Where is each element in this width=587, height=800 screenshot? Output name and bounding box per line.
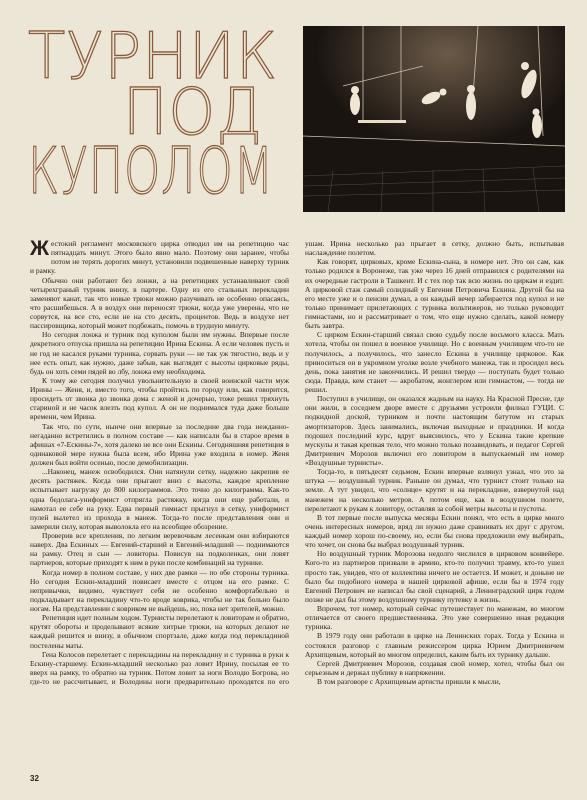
- paragraph: Гена Колосов перелетает с перекладины на перекладину и с турника в руки к Ескину-старшему. Ескин-младший несколько раз ловит Ирину, посылая ее то вверх на рамку, то обратно на турник. Потом ловит за ноги Володю Богрова, но где-то не рассчитывает, и Володины ноги предварительно проходятся по его ушам. Ирина несколько раз прыгает в сетку, должно быть, испытывая наслаждение полетом.: [30, 239, 564, 686]
- paragraph-text: естокий регламент московского цирка отводил им на репетицию час пятнадцать минут. Этого было явно мало. Поэтому они заранее, чтобы потом не терять дорогих минут, установили подвешенные наверху турник и рамку.: [30, 239, 289, 276]
- paragraph: ...Наконец, манеж освободился. Они натянули сетку, надежно закрепив ее десять растяжек. Когда они прыгают вниз с высоты, каждое крепление испытывает нагрузку до 800 килограммов. Это точно до килограмма. Как-то одна бедолага-униформист отпрягла растяжку, когда они еще работали, и намотал ее себе на руку. Едва первый гимнаст прыгнул в сетку, униформист пулей вылетел из прохода в манеж. Тогда-то после представления они и замерили силу, которая выволокла его на всеобщее обозрение.: [30, 467, 289, 531]
- paragraph: Поступил в училище, он оказался жадным на науку. На Красной Пресне, где они жили, в соседнем дворе вместе с друзьями устроили филиал ГУЦИ. С подкидной доской, турником и почти настоящим батутом из старых амортизаторов. Здесь занимались, включая выходные и праздники. И когда подошел последний курс, вдруг выяснилось, что у Ескина такие крепкие мускулы и такая крепкая тело, что можно только позавидовать, и педагог Сергей Дмитриевич Морозов включил его ловитором в выпускаемый им номер «Воздушные турнисты».: [305, 394, 564, 467]
- paragraph: В том разговоре с Архипцевым артисты пришли к мысли,: [317, 677, 501, 686]
- title-line-1: ТУРНИК: [28, 20, 278, 94]
- paragraph: К тому же сегодня получил увольнительную в своей воинской части муж Ирины — Женя, и, вместо того, чтобы пройтись по городу или, как говорится, просидеть от звонка до звонка дома с женой и дочерью, тоже решил тряхнуть стариной и не часок влезть под купол. А он не поднимался туда даже больше времени, чем Ирина.: [30, 375, 289, 422]
- page-number: 32: [30, 774, 39, 783]
- paragraph: Сергей Дмитриевич Морозов, создавая свой номер, хотел, чтобы был он серьезным и держал публику в напряжении.: [305, 658, 564, 677]
- paragraph: Но воздушный турник Морозова недолго числился в цирковом конвейере. Кого-то из партнеров призвали в армию, кто-то получил травму, кто-то ушел просто так, увидев, что от коллектива ничего не остается. И может, и доныне не было бы подобного номера в нашей цирковой афише, если бы в 1974 году Евгений Петрович не написал бы свой сценарий, а Ленинградский цирк годом позже не дал бы этому воздушному турнику путевку в жизнь.: [305, 549, 564, 604]
- drop-cap: Ж: [30, 237, 49, 260]
- paragraph: С цирком Ескин-старший связал свою судьбу после восьмого класса. Мать хотела, чтобы он пошел в военное училище. Но с военным училищем что-то не получилось, а получилось, что занесло Ескина в училище цирковое. Как приноситься он в укромном уголке возле учебного манежа, так и просидел весь день, пока занятия не закончились. И решил твердо — поступать будет только сюда. Правда, кем станет — акробатом, жонглером или гимнастом, — тогда не решил.: [305, 330, 564, 394]
- paragraph: Обычно они работают без лонжи, а на репетициях устанавливают свой четырехграный турник внизу, в партере. Одну из его стальных перекладин заменяют канат, так что новые трюки можно разучивать не особенно опасаясь, что расшибешься. А в воздух они переносят трюки, когда уже уверены, что не сорвутся, на все сто, если не на сто десять, процентов. Ведь в воздухе нет пассировщика, который может подбежать, помочь в трудную минуту.: [30, 275, 289, 331]
- paragraph: Так что, по сути, нынче они впервые за последние два года нежданно-негаданно встретились в полном составе — как написали бы в старое время в афишах «7-Ескины-7», хотя далеко не все они Ескины. Сегодняшняя репетиция в одинаковой мере нужна была всем, ибо Ирина уже входила в номер. Женя должен был войти осенью, после демобилизации.: [30, 421, 289, 467]
- paragraph: Но сегодня лонжа и турник под куполом были им нужны. Впервые после декретного отпуска пришла на репетицию Ирина Ескина. А если человек пусть и не год не касался руками турника, сорвать руки — не так уж тягостно, ведь и у нее есть опыт, как нужно, даже забыв, как выглядят с высоты цирковые ряды, будь он хоть семи пядей во лбу, лонжа ему необходима.: [30, 330, 289, 376]
- article-title: [28, 20, 283, 209]
- paragraph: Как говорят, цирковых, кроме Ескина-сына, в номере нет. Это он сам, как только родился в Воронеже, так уже через 16 дней отправился с родителями на их очередные гастроли в Ташкент. И с тех пор так всю жизнь по циркам и ездит. А цирковой стаж самый солидный у Евгения Петровича Ескина. Другой бы на его месте уже и о пенсии думал, а он каждый вечер забирается под купол и не только принимает прилетающих с турника вольтижеров, но только руководит гимнастами, но и рассматривает о том, что еще нужно сделать, какой номеру быть завтра.: [305, 257, 564, 331]
- paragraph: Тогда-то, в пятьдесят седьмом, Ескин впервые взлянул узнал, что это за штука — воздушный турник. Раньше он думал, что турнист стоит только на земле. А тут увидел, что «солнце» крутят и на перекладине, взвернутой над манежем на несколько метров. А потом еще, как в воздушном полете, перелетают к рукам к ловитору, оставляя за собой метры высоты и пустоты.: [305, 467, 564, 513]
- paragraph: [30, 239, 289, 276]
- article-body: [30, 239, 564, 774]
- title-line-2: ПОД: [123, 76, 263, 150]
- paragraph: Репетиция идет полным ходом. Турнисты перелетают к ловиторам и обратно, крутят обороты и проделывают всякие хитрые трюки, на которых делают не каждый решится и внизу, в обычном спортзале, даже когда под перекладиной постелены маты.: [30, 613, 289, 650]
- paragraph: В 1979 году они работали в цирке на Ленинских горах. Тогда у Ескина и состоялся разговор с главным режиссером цирка Юрием Дмитриевичем Архипцевым, который во многом определил, каким быть их турнику дальше.: [305, 631, 564, 659]
- paragraph: Когда номер в полном составе, у них две рамки — по обе стороны турника. Но сегодня Ескин-младший повисает вместе с отцом на его рамке. С непривычки, видимо, чувствует себя не особенно комфортабельно и подкладывает на перекладину что-то вроде коврика, чтобы не так больно было ногам. На представлении с ковриком не выйдешь, но, пока нет зрителей, можно.: [30, 567, 289, 613]
- paragraph: Впрочем, тот номер, который сейчас путешествует по манежам, во многом отличается от своего предшественника. Это уже совершенно иная редакция турника.: [305, 604, 564, 632]
- circus-photo: [303, 26, 565, 212]
- paragraph: Проверив все крепления, по легким веревочным лесенкам они взбираются наверх. Два Ескиных — Евгений-старший и Евгений-младший — поднимаются на рамку. Отец и сын — ловиторы. Повисув на подколенках, они ловят партнеров, которые приходят к ним в руки после комбинаций на турнике.: [30, 531, 289, 568]
- title-line-3: КУПОЛОМ: [28, 135, 274, 209]
- paragraph: В тот первые после выпуска месяцы Ескин понял, что есть в цирке много очень интересных номеров, вряд ли нужно даже сравнивать их друг с другом, каждый номер хорош по-своему, но, если бы снова предложили ему выбирать, что хочет, он снова бы выбрал воздушный турник.: [305, 512, 564, 550]
